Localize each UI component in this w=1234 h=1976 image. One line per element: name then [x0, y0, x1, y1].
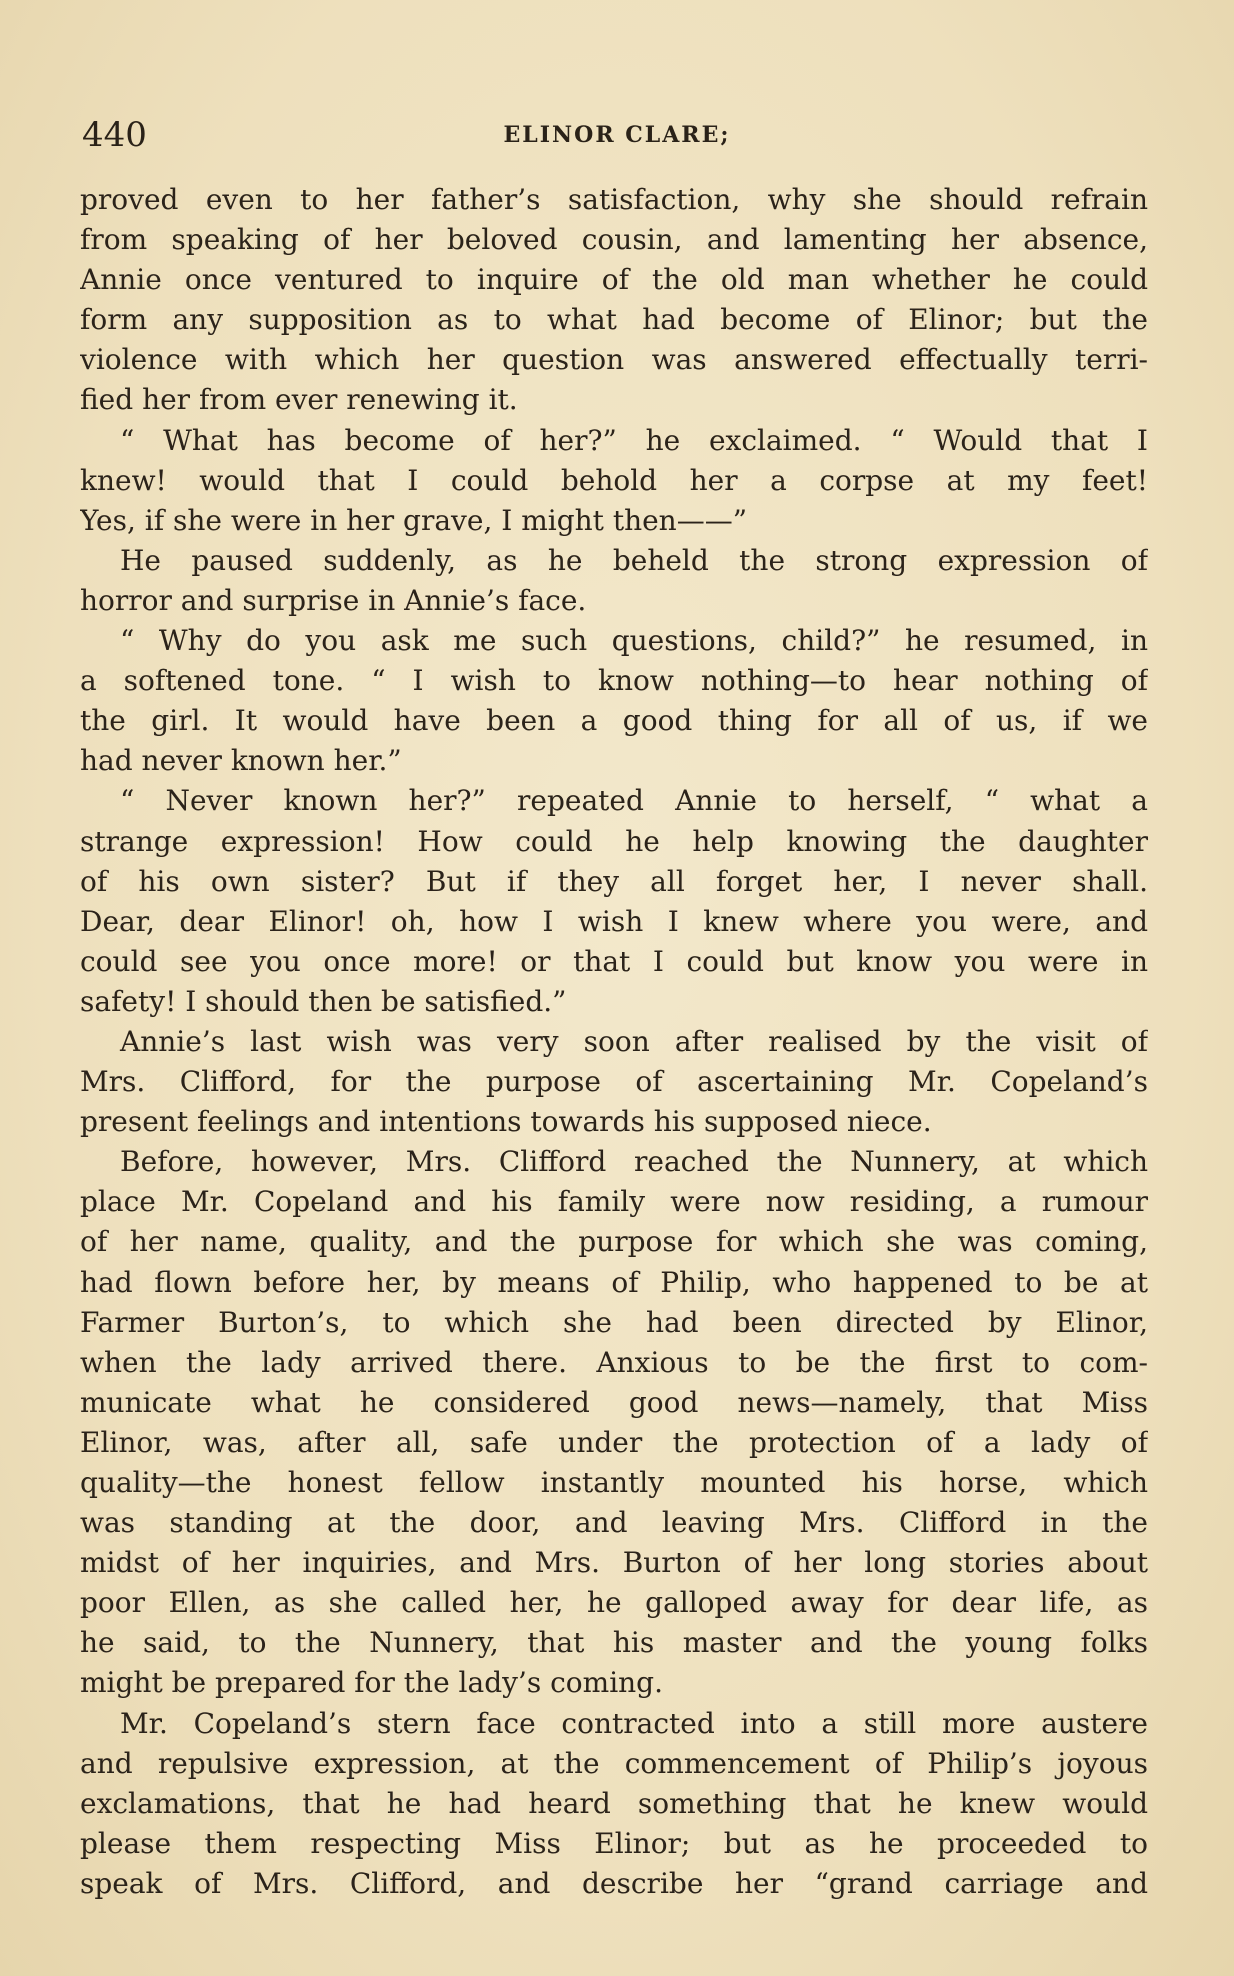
text-line: Elinor, was, after all, safe under the protection of a lady of	[80, 1425, 1148, 1459]
text-line: He paused suddenly, as he beheld the strong expression of	[120, 543, 1148, 577]
text-line: Mrs. Clifford, for the purpose of ascertaining Mr. Copeland’s	[80, 1065, 1148, 1099]
text-line: fied her from ever renewing it.	[80, 383, 518, 417]
text-line: knew! would that I could behold her a corpse at my feet!	[80, 463, 1148, 497]
text-line: present feelings and intentions towards his supposed niece.	[80, 1105, 932, 1139]
text-line: of his own sister? But if they all forget her, I never shall.	[80, 864, 1148, 898]
text-line: municate what he considered good news—namely, that Miss	[80, 1385, 1148, 1419]
text-line: “ What has become of her?” he exclaimed. “ Would that I	[120, 423, 1148, 457]
text-line: Dear, dear Elinor! oh, how I wish I knew where you were, and	[80, 904, 1148, 938]
text-line: he said, to the Nunnery, that his master and the young folks	[80, 1626, 1148, 1660]
text-line: of her name, quality, and the purpose for which she was coming,	[80, 1225, 1148, 1259]
text-line: had flown before her, by means of Philip, who happened to be at	[80, 1265, 1148, 1299]
text-line: Mr. Copeland’s stern face contracted into a still more austere	[120, 1706, 1148, 1740]
text-line: Annie once ventured to inquire of the old man whether he could	[80, 263, 1148, 297]
text-line: place Mr. Copeland and his family were now residing, a rumour	[80, 1185, 1148, 1219]
text-line: the girl. It would have been a good thing for all of us, if we	[80, 704, 1148, 738]
running-head: ELINOR CLARE;	[503, 122, 731, 148]
text-line: horror and surprise in Annie’s face.	[80, 583, 587, 617]
text-line: had never known her.”	[80, 744, 402, 778]
text-line: please them respecting Miss Elinor; but as he proceeded to	[80, 1826, 1148, 1860]
text-line: poor Ellen, as she called her, he galloped away for dear life, as	[80, 1586, 1148, 1620]
text-line: might be prepared for the lady’s coming.	[80, 1666, 664, 1700]
text-line: form any supposition as to what had become of Elinor; but the	[80, 303, 1148, 337]
text-line: violence with which her question was answered effectually terri-	[80, 343, 1148, 377]
text-line: and repulsive expression, at the commencement of Philip’s joyous	[80, 1746, 1148, 1780]
text-line: exclamations, that he had heard something that he knew would	[80, 1786, 1148, 1820]
page-number: 440	[82, 115, 147, 155]
text-line: Annie’s last wish was very soon after realised by the visit of	[120, 1024, 1148, 1058]
text-line: was standing at the door, and leaving Mrs. Clifford in the	[80, 1506, 1148, 1540]
page-header	[82, 112, 1152, 158]
body-text	[80, 180, 1148, 1904]
text-line: a softened tone. “ I wish to know nothing—to hear nothing of	[80, 664, 1148, 698]
text-line: quality—the honest fellow instantly mounted his horse, which	[80, 1466, 1148, 1499]
text-line: Farmer Burton’s, to which she had been directed by Elinor,	[80, 1305, 1148, 1339]
text-line: midst of her inquiries, and Mrs. Burton of her long stories about	[80, 1546, 1148, 1580]
text-line: from speaking of her beloved cousin, and lamenting her absence,	[80, 223, 1148, 257]
text-line: proved even to her father’s satisfaction, why she should refrain	[80, 183, 1148, 216]
text-line: could see you once more! or that I could but know you were in	[80, 944, 1148, 978]
text-line: “ Why do you ask me such questions, child?” he resumed, in	[120, 624, 1148, 658]
text-line: “ Never known her?” repeated Annie to herself, “ what a	[120, 784, 1148, 818]
text-line: speak of Mrs. Clifford, and describe her “grand carriage and	[80, 1866, 1148, 1900]
text-line: when the lady arrived there. Anxious to be the first to com-	[80, 1345, 1148, 1379]
text-line: Yes, if she were in her grave, I might then——”	[80, 503, 748, 537]
text-line: safety! I should then be satisfied.”	[80, 984, 567, 1018]
text-line: Before, however, Mrs. Clifford reached the Nunnery, at which	[120, 1145, 1148, 1179]
text-line: strange expression! How could he help knowing the daughter	[80, 824, 1148, 858]
